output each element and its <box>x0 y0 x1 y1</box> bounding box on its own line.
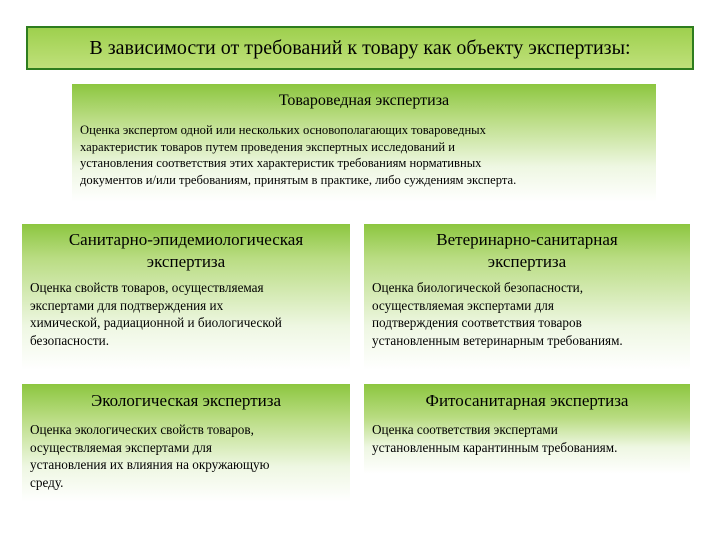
card-title <box>364 384 690 412</box>
card-description-line: установленным ветеринарным требованиям. <box>372 332 623 348</box>
card-description-line: установленным карантинным требованиям. <box>372 439 618 455</box>
card-description-line: среду. <box>30 474 64 490</box>
card-title <box>22 384 350 412</box>
card-title-line: Ветеринарно-санитарная <box>436 230 618 249</box>
card-description-line: экспертами для подтверждения их <box>30 297 224 313</box>
card-title-line: экспертиза <box>146 252 226 271</box>
card-title-line: Санитарно-эпидемиологическая <box>68 230 304 249</box>
card-description <box>364 273 690 349</box>
card-veterinary-sanitary-expertise <box>364 224 690 370</box>
card-title-line: экспертиза <box>487 252 567 271</box>
card-description-line: Оценка экспертом одной или нескольких основополагающих товароведных <box>80 123 486 137</box>
card-ecological-expertise <box>22 384 350 502</box>
page-title-text: В зависимости от требований к товару как объекту экспертизы: <box>89 36 631 59</box>
card-title <box>72 84 656 112</box>
card-description-line: химической, радиационной и биологической <box>30 315 282 330</box>
card-description-line: Оценка соответствия экспертами <box>372 422 558 437</box>
card-description <box>22 412 350 491</box>
card-phytosanitary-expertise <box>364 384 690 474</box>
card-description-line: Оценка биологической безопасности, <box>372 280 584 295</box>
card-description <box>364 412 690 456</box>
card-description-line: осуществляемая экспертами для <box>30 439 212 455</box>
card-description-line: Оценка экологических свойств товаров, <box>30 422 254 437</box>
card-title <box>364 224 690 273</box>
card-sanitary-epidemiological-expertise <box>22 224 350 370</box>
card-title-line: Экологическая экспертиза <box>90 391 281 410</box>
card-description-line: безопасности. <box>30 332 109 348</box>
card-description-line: установления соответствия этих характеристик требованиям нормативных <box>80 156 482 170</box>
card-description-line: осуществляемая экспертами для <box>372 297 554 313</box>
card-description <box>72 112 656 188</box>
card-merchandise-expertise <box>72 84 656 202</box>
card-description-line: подтверждения соответствия товаров <box>372 315 582 330</box>
card-description-line: установления их влияния на окружающую <box>30 457 270 472</box>
card-description-line: документов и/или требованиям, принятым в практике, либо суждениям эксперта. <box>80 172 517 187</box>
card-description-line: Оценка свойств товаров, осуществляемая <box>30 280 264 295</box>
card-title <box>22 224 350 273</box>
card-title-line: Товароведная экспертиза <box>278 92 450 109</box>
card-title-line: Фитосанитарная экспертиза <box>425 391 629 410</box>
card-description-line: характеристик товаров путем проведения экспертных исследований и <box>80 139 455 154</box>
page-title <box>26 26 694 70</box>
card-description <box>22 273 350 349</box>
